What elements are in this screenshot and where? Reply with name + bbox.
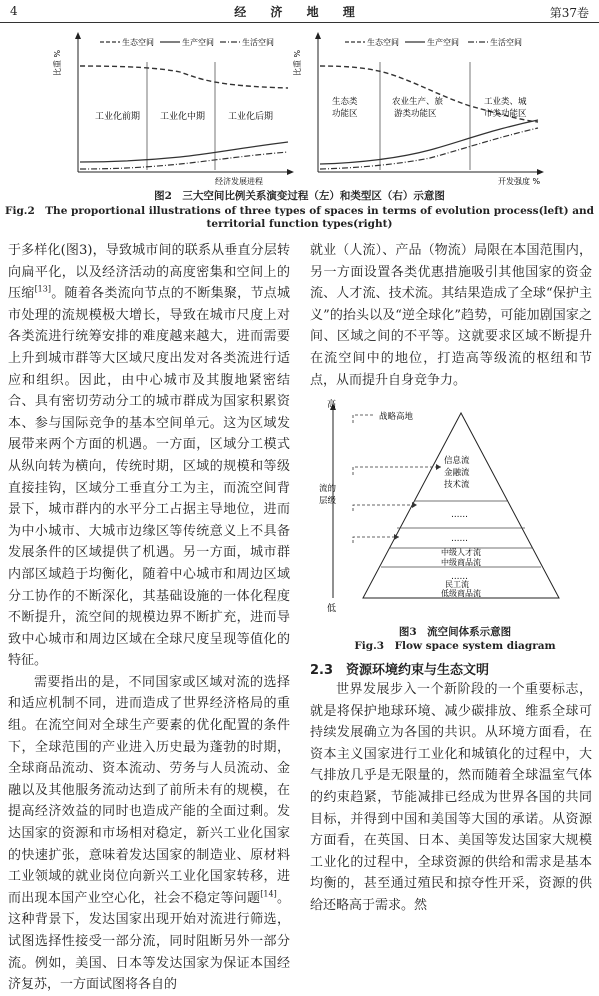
left-x-axis-label: 经济发展进程 (215, 177, 263, 186)
right-column-bottom (310, 679, 592, 917)
citation-13: [13] (34, 284, 51, 294)
journal-title: 经 济 地 理 (234, 5, 365, 19)
tier-4-goods-flow: 中级商品流 (441, 558, 481, 567)
pyramid-outline (363, 413, 559, 598)
left-legend-living: 生活空间 (242, 38, 274, 47)
tier-5-ellipsis: …… (451, 572, 468, 582)
left-living-curve (80, 152, 288, 169)
figure-3 (313, 393, 593, 625)
left-ecology-curve (80, 66, 288, 88)
figure-2-caption-cn: 图2 三大空间比例关系演变过程（左）和类型区（右）示意图 (154, 190, 445, 202)
right-zone-ecology: 生态类功能区 (332, 97, 358, 119)
left-production-curve (80, 142, 288, 162)
figure-3-y-high: 高 (327, 400, 337, 410)
page-header (0, 0, 599, 23)
left-stage-early: 工业化前期 (95, 112, 141, 122)
left-legend-production: 生产空间 (182, 38, 214, 47)
right-x-axis-label: 开发强度 % (498, 177, 541, 186)
tier-1-finance-flow: 金融流 (444, 468, 470, 478)
left-stage-late: 工业化后期 (228, 112, 274, 122)
right-legend-ecology: 生态空间 (367, 38, 399, 47)
right-zone-agri: 农业生产、旅游类功能区 (392, 97, 444, 119)
left-column (8, 240, 290, 996)
left-paragraph-2: 需要指出的是，不同国家或区域对流的选择和适应机制不同，进而造成了世界经济格局的重组。在流空间对全球生产要素的优化配置的条件下，全球范围的产业进入历史最为蓬勃的时期，全球商品流动、资本流动、劳务与人员流动、金融以及其他服务流动达到了前所未有的规模，在提高经济效益的同时也造成产能的全面过剩。发达国家的资源和市场相对稳定，新兴工业化国家的快速扩张，意味着发达国家的制造业、原材料工业领域的就业岗位向新兴工业化国家转移，进而出现本国产业空心化，社会不稳定等问题[14]。这种背景下，发达国家出现开始对流进行筛选，试图选择性接受一部分流，同时阻断另外一部分流。例如，美国、日本等发达国家为保证本国经济复苏，一方面试图将各自的 (8, 674, 290, 993)
figure-2-caption-en-line2: territorial function types(right) (206, 218, 393, 230)
figure-2 (0, 24, 599, 192)
tier-1-info-flow: 信息流 (444, 456, 470, 466)
figure-3-peak-label: 战略高地 (379, 412, 414, 422)
volume-label: 第37卷 (549, 6, 589, 20)
right-column-top (310, 240, 592, 391)
right-paragraph-2: 世界发展步入一个新阶段的一个重要标志，就是将保护地球环境、减少碳排放、维系全球可持续发展确立为各国的共识。从环境方面看，在资本主义国家进行工业化和城镇化的过程中，大气排放几乎是无限量的，然而随着全球温室气体的约束趋紧，节能减排已经成为世界各国的共同目标，并得到中国和美国等大国的承诺。从资源方面看，在英国、日本、美国等发达国家大规模工业化的过程中，全球资源的供给和需求是基本均衡的，甚至通过殖民和掠夺性开采，资源的供给还略高于需求。然 (310, 682, 592, 913)
tier-1-tech-flow: 技术流 (444, 480, 470, 490)
left-stage-middle: 工业化中期 (160, 112, 206, 122)
left-paragraph-1: 于多样化(图3)，导致城市间的联系从垂直分层转向扁平化，以及经济活动的高度密集和空间上的压缩[13]。随着各类流向节点的不断集聚，节点城市处理的流规模极大增长，导致在城市尺度上对各类流进行统筹安排的难度越来越大，进而需要上升到城市群等大区域尺度出发对各类流进行适应和组织。因此，由中心城市及其腹地紧密结合、具有密切劳动分工的城市群成为国家积累资本、参与国际竞争的基本空间单元。这为区域发展带来两个方面的机遇。一方面，区域分工模式从纵向转为横向，传统时期，区域的规模和等级直接挂钩，区域分工垂直分工为主，而流空间背景下，城市群内的水平分工占据主导地位，进而为中小城市、大城市边缘区等传统意义上不具备发展条件的区域提供了机遇。另一方面，城市群内部区域趋于均衡化，随着中心城市和周边区域分工协作的不断深化，其基础设施的一体化程度不断提升，流空间的规模边界不断扩充，进而导致中心城市和周边区域在全球尺度呈现等值化的特征。 (8, 243, 290, 669)
right-zone-industry: 工业类、城市类功能区 (484, 97, 527, 119)
tier-6-low-goods-flow: 低级商品流 (441, 589, 481, 598)
citation-14: [14] (260, 889, 277, 899)
figure-2-right-chart (292, 32, 544, 186)
figure-3-caption-cn: 图3 流空间体系示意图 (398, 626, 512, 638)
figure-3-y-low: 低 (327, 604, 337, 614)
right-paragraph-1: 就业（人流）、产品（物流）局限在本国范围内，另一方面设置各类优惠措施吸引其他国家的资金流、人才流、技术流。其结果造成了全球“保护主义”的抬头以及“逆全球化”趋势，可能加剧国家之间、区域之间的不平等。这就要求区域不断提升在流空间中的地位，打造高等级流的枢纽和节点，从而提升自身竞争力。 (310, 243, 592, 388)
figure-2-left-chart (52, 32, 294, 186)
figure-3-caption-en: Fig.3 Flow space system diagram (354, 640, 556, 652)
left-legend-ecology: 生态空间 (122, 38, 154, 47)
right-production-curve (320, 120, 538, 164)
tier-4-talent-flow: 中级人才流 (441, 548, 481, 557)
tier-3-ellipsis: …… (451, 534, 468, 544)
left-y-axis-label: 比重 % (53, 49, 62, 76)
right-y-axis-label: 比重 % (293, 49, 302, 76)
figure-2-caption-en-line1: Fig.2 The proportional illustrations of three types of spaces in terms of evolution process(left) and (5, 205, 594, 217)
tier-6-migrant-flow: 民工流 (445, 580, 469, 589)
tier-2-ellipsis: …… (451, 510, 468, 520)
right-legend-living: 生活空间 (490, 38, 522, 47)
section-heading-2-3: 2.3 资源环境约束与生态文明 (310, 663, 490, 678)
page-number: 4 (10, 4, 18, 18)
right-legend-production: 生产空间 (427, 38, 459, 47)
figure-3-y-label: 流的层级 (319, 484, 337, 506)
